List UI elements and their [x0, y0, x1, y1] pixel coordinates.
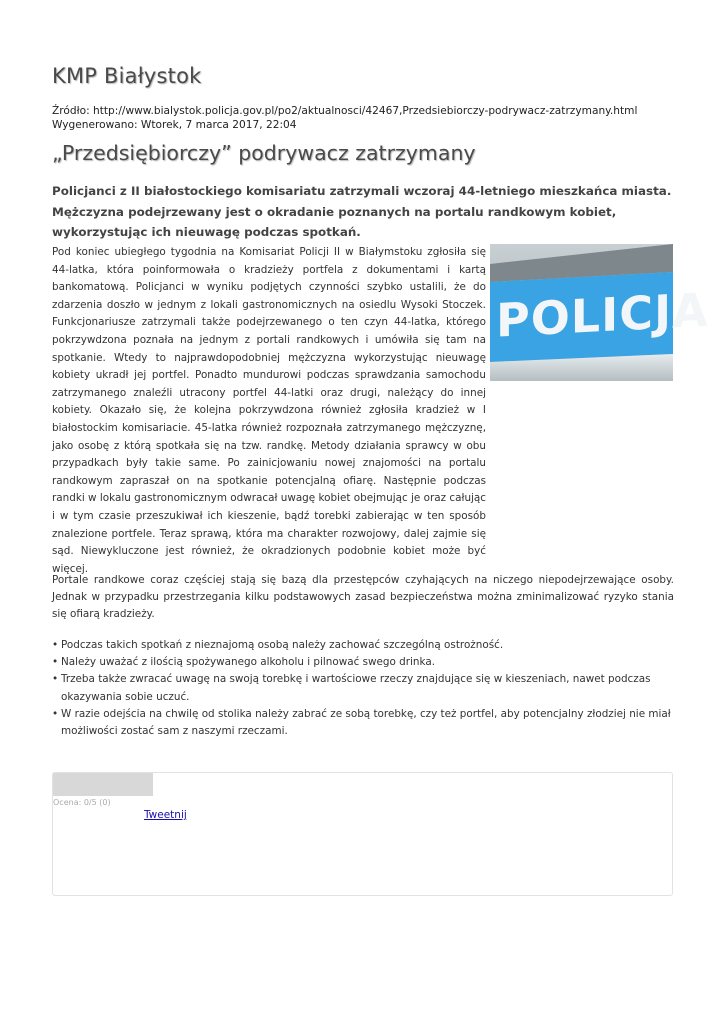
bullet-icon: • — [52, 656, 59, 669]
article-lead: Policjanci z II białostockiego komisariatu zatrzymali wczoraj 44-letniego mieszkańca miasta. Mężczyzna podejrzewany jest o okradanie poznanych na portalu randkowym kobiet, wykorzystując ich nieuwagę podczas spotkań. — [52, 184, 672, 239]
tip-text: Podczas takich spotkań z nieznajomą osobą należy zachować szczególną ostrożność. — [61, 639, 504, 651]
article-paragraph-2: Portale randkowe coraz częściej stają się bazą dla przestępców czyhających na niczego niepodejrzewające osoby. Jednak w przypadku przestrzegania kilku podstawowych zasad bezpieczeństwa można zminimalizować ryzyko stania się ofiarą kradzieży. — [52, 574, 674, 621]
safety-tips-list — [52, 637, 674, 740]
tip-text: Trzeba także zwracać uwagę na swoją torebkę i wartościowe rzeczy znajdujące się w kieszeniach, nawet podczas okazywania sobie uczuć. — [61, 673, 651, 703]
article-title: „Przedsiębiorczy” podrywacz zatrzymany — [52, 141, 476, 165]
bullet-icon: • — [52, 639, 59, 651]
tip-text: Należy uważać z ilością spożywanego alkoholu i pilnować swego drinka. — [61, 656, 436, 669]
rating-box — [52, 772, 673, 896]
rating-label: Ocena: 0/5 (0) — [53, 798, 111, 807]
site-title: KMP Białystok — [52, 64, 202, 88]
bullet-icon: • — [52, 673, 59, 686]
source-line: Źródło: http://www.bialystok.policja.gov.pl/po2/aktualnosci/42467,Przedsiebiorczy-podrywacz-zatrzymany.html — [52, 105, 638, 117]
document-meta — [52, 104, 692, 132]
bullet-icon: • — [52, 707, 59, 720]
article-body: Pod koniec ubiegłego tygodnia na Komisariat Policji II w Białymstoku zgłosiła się 44-latka, która poinformowała o kradzieży portfela z dokumentami i kartą bankomatową. Policjanci w wyniku podjętych czynności szybko ustalili, że do zdarzenia doszło w jednym z lokali gastronomicznych na osiedlu Wysoki Stoczek. Funkcjonariusze zatrzymali także podejrzewanego o ten czyn 44-latka, którego pokrzywdzona poznała na jednym z portali randkowych i umówiła się tam na spotkanie. Wtedy to najprawdopodobniej mężczyzna wykorzystując nieuwagę kobiety ukradł jej portfel. Ponadto mundurowi podczas sprawdzania samochodu zatrzymanego znaleźli utracony portfel 44-latki oraz drugi, należący do innej kobiety. Okazało się, że kolejna pokrzywdzona również zgłosiła kradzież w I białostockim komisariacie. 45-latka również rozpoznała zatrzymanego mężczyznę, jako osobę z którą spotkała się na tzw. randkę. Metody działania sprawcy w obu przypadkach były takie same. Po zainicjowaniu nowej znajomości na portalu randkowym zapraszał on na spotkanie potencjalną ofiarę. Następnie podczas randki w lokalu gastronomicznym odwracał uwagę kobiet obejmując je oraz całując i w tym czasie przeszukiwał ich kieszenie, bądź torebki zabierając w ten sposób znalezione portfele. Teraz sprawą, która ma charakter rozwojowy, dalej zajmie się sąd. Niewykluczone jest również, że okradzionych podobnie kobiet może być więcej. — [52, 246, 486, 575]
generated-line: Wygenerowano: Wtorek, 7 marca 2017, 22:04 — [52, 119, 297, 131]
list-item — [52, 637, 674, 654]
police-car-image — [490, 244, 709, 381]
tip-text: W razie odejścia na chwilę od stolika należy zabrać ze sobą torebkę, czy też portfel, aby potencjalny złodziej nie miał możliwości zostać sam z naszymi rzeczami. — [61, 707, 671, 738]
police-lettering: POLICJA — [496, 282, 709, 348]
tweet-link[interactable]: Tweetnij — [144, 809, 187, 821]
list-item — [52, 654, 674, 671]
rating-stars-widget[interactable] — [53, 773, 153, 796]
police-car-photo — [490, 244, 709, 381]
list-item — [52, 671, 674, 705]
list-item — [52, 706, 674, 740]
